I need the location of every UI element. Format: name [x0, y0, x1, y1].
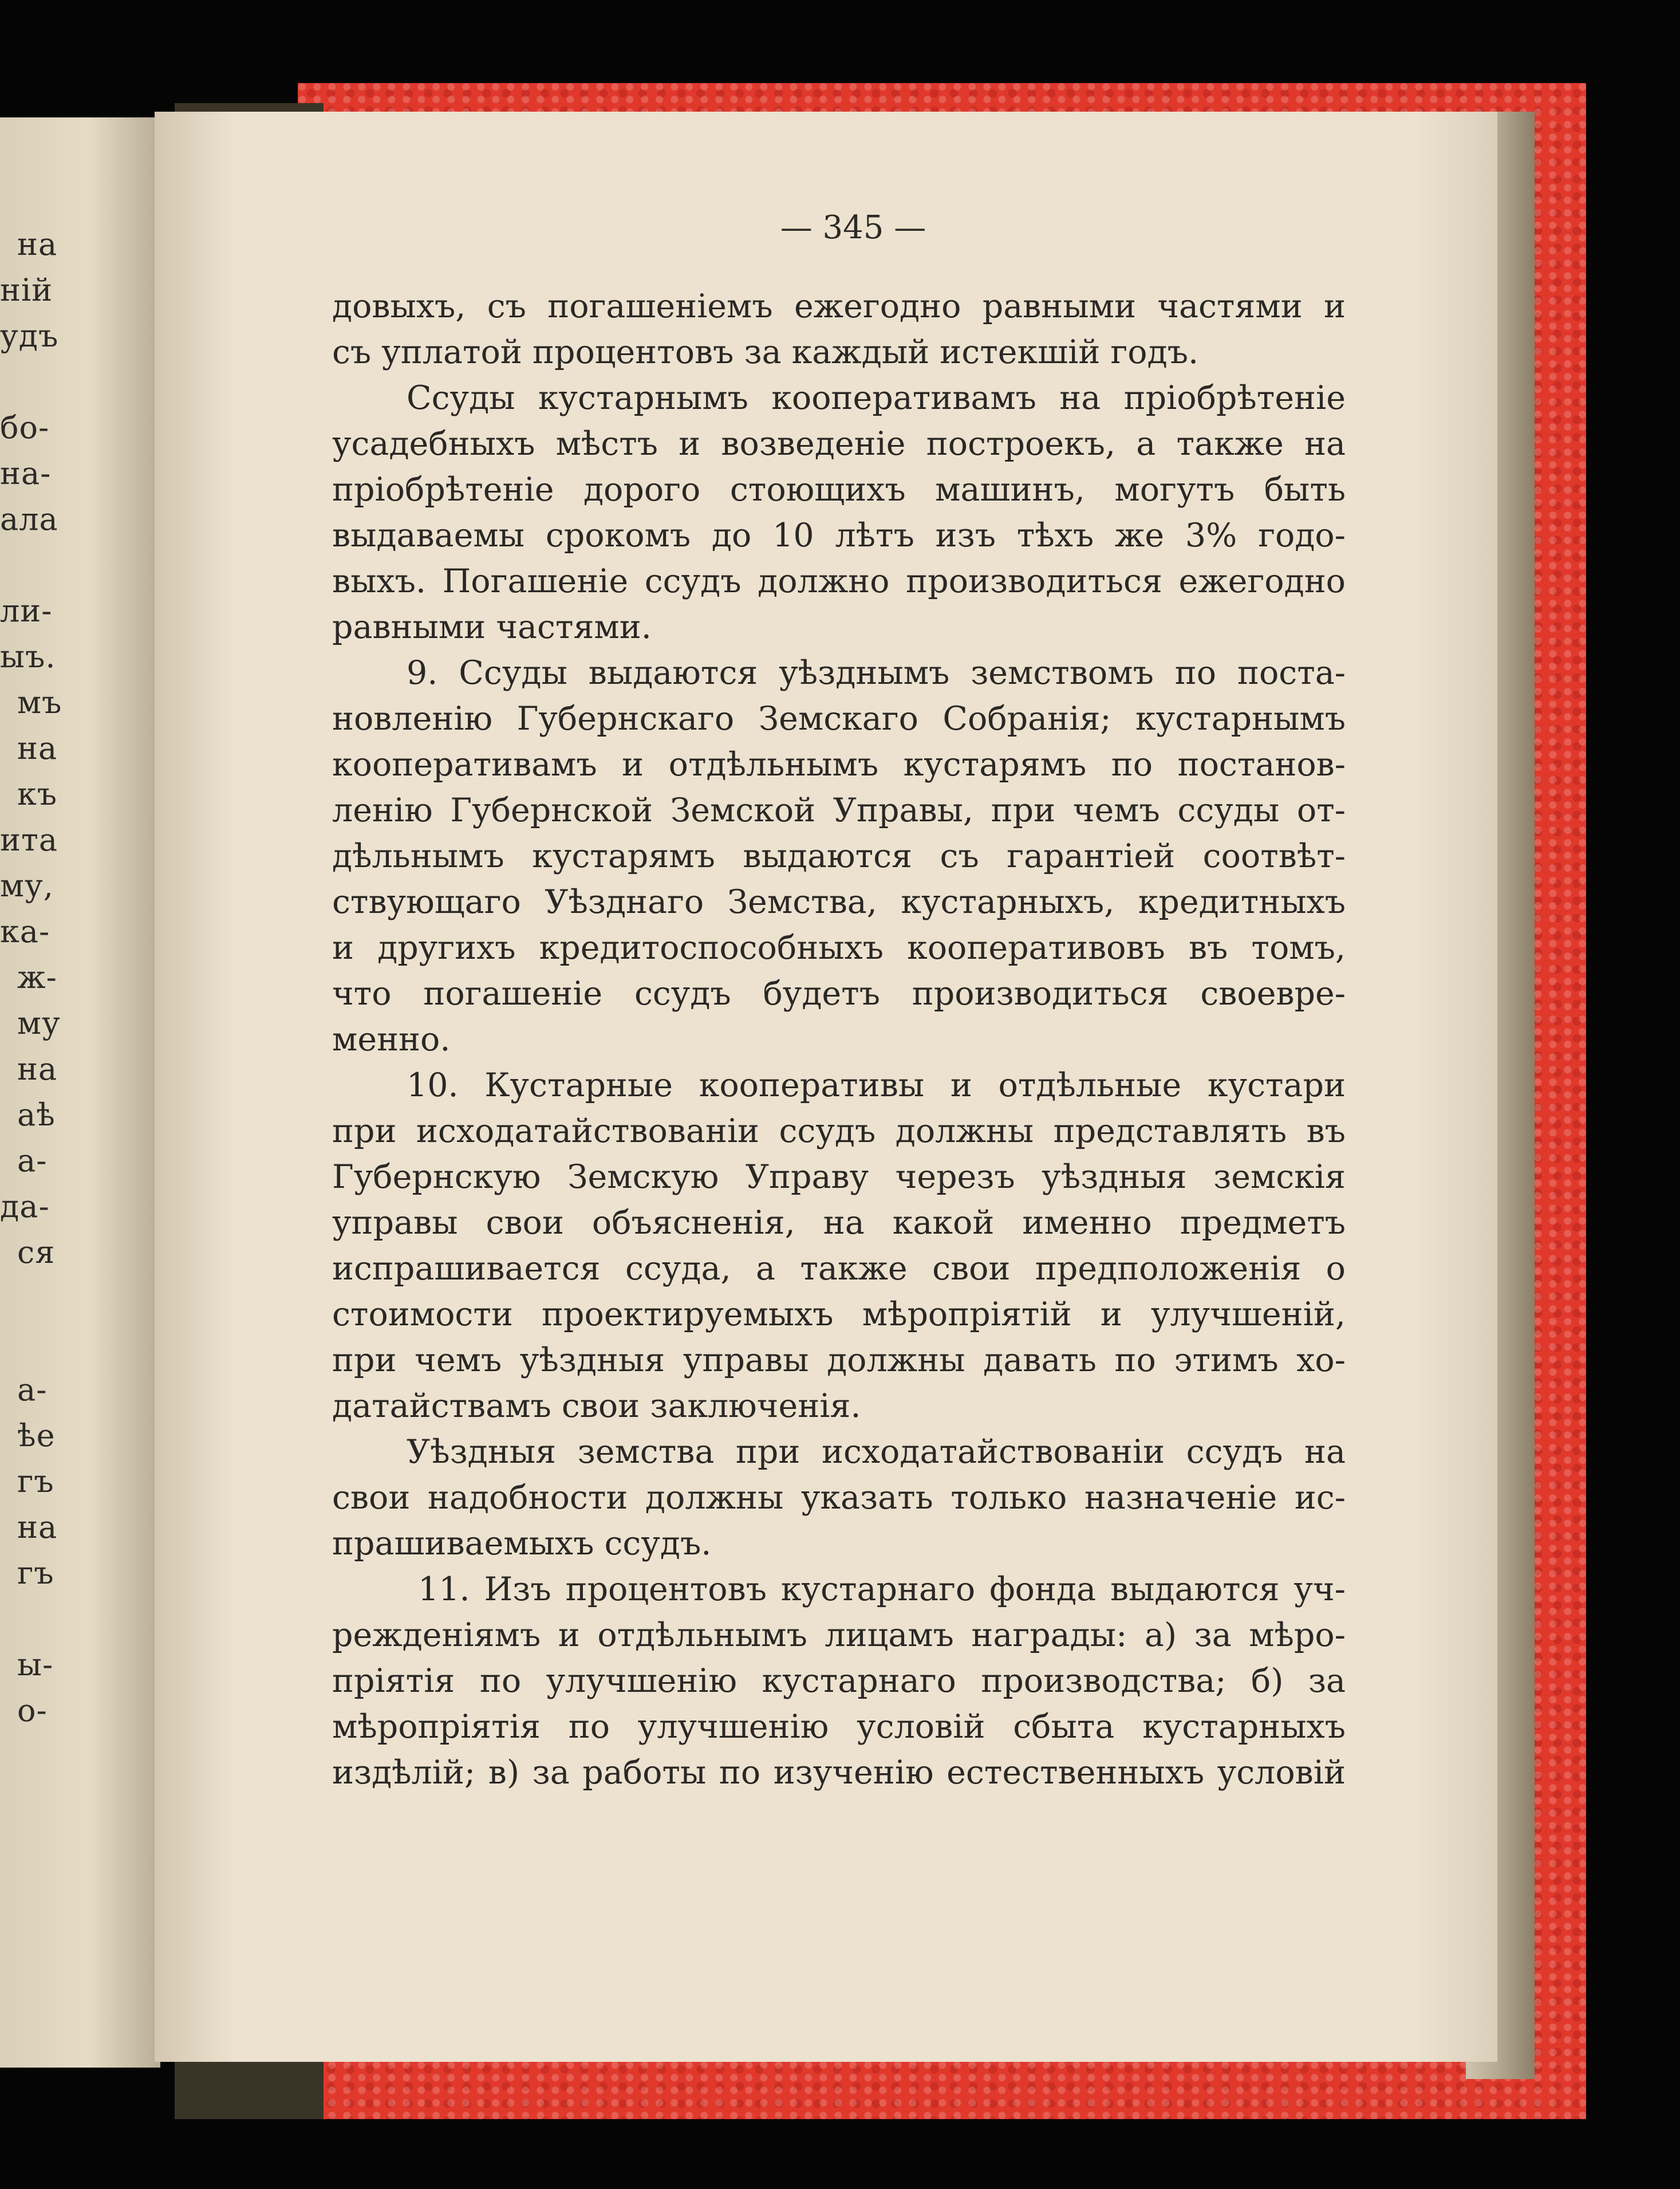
text-line: усадебныхъ мѣстъ и возведеніе построекъ, а также на	[332, 425, 1346, 463]
left-page-fragment: на	[17, 730, 58, 766]
text-line: 10. Кустарные кооперативы и отдѣльные кустари	[407, 1066, 1346, 1104]
text-line: 11. Изъ процентовъ кустарнаго фонда выдаются уч-	[418, 1570, 1346, 1608]
page-number: — 345 —	[780, 209, 926, 246]
text-line: Уѣздныя земства при исходатайствованіи ссудъ на	[407, 1433, 1346, 1471]
text-line: 9. Ссуды выдаются уѣзднымъ земствомъ по поста-	[407, 654, 1346, 692]
text-line: режденіямъ и отдѣльнымъ лицамъ награды: а) за мѣро-	[332, 1616, 1346, 1654]
left-page-fragment: ж-	[17, 959, 57, 995]
left-page-fragment: ній	[0, 272, 53, 308]
left-page-fragment: удъ	[0, 318, 59, 354]
text-line: управы свои объясненія, на какой именно предметъ	[332, 1204, 1346, 1242]
left-page-fragment: ся	[17, 1234, 56, 1270]
left-page-fragment: ка-	[0, 914, 50, 950]
left-page-fragment: аѣ	[17, 1097, 56, 1133]
left-page-fragment: ыъ.	[0, 639, 56, 675]
left-page-fragment: бо-	[0, 410, 50, 446]
text-line: новленію Губернскаго Земскаго Собранія; кустарнымъ	[332, 700, 1346, 738]
text-line: пріобрѣтеніе дорого стоющихъ машинъ, могутъ быть	[332, 471, 1346, 509]
text-line: при исходатайствованіи ссудъ должны представлять въ	[332, 1112, 1346, 1150]
text-line: что погашеніе ссудъ будетъ производиться своевре-	[332, 975, 1346, 1013]
text-line: менно.	[332, 1021, 451, 1058]
text-line: свои надобности должны указать только назначеніе ис-	[332, 1479, 1346, 1517]
left-page-fragment: мъ	[17, 684, 62, 721]
page-text	[332, 284, 1346, 1796]
left-page-fragment: гъ	[17, 1555, 54, 1591]
text-line: Ссуды кустарнымъ кооперативамъ на пріобрѣтеніе	[407, 379, 1346, 417]
text-line: датайствамъ свои заключенія.	[332, 1387, 861, 1425]
text-line: дѣльнымъ кустарямъ выдаются съ гарантіей соотвѣт-	[332, 837, 1346, 875]
left-page-fragment: гъ	[17, 1463, 54, 1499]
text-line: выхъ. Погашеніе ссудъ должно производиться ежегодно	[332, 562, 1346, 600]
text-line: съ уплатой процентовъ за каждый истекшій годъ.	[332, 333, 1199, 371]
left-page-fragment: му	[17, 1005, 61, 1041]
text-line: равными частями.	[332, 608, 652, 646]
left-page-fragment: да-	[0, 1188, 50, 1225]
right-page	[155, 112, 1497, 2062]
text-line: Губернскую Земскую Управу черезъ уѣздныя земскія	[332, 1158, 1346, 1196]
left-page-fragment: о-	[17, 1692, 48, 1729]
left-page	[0, 117, 160, 2068]
text-line: при чемъ уѣздныя управы должны давать по этимъ хо-	[332, 1341, 1346, 1379]
text-line: испрашивается ссуда, а также свои предположенія о	[332, 1250, 1346, 1288]
left-page-fragment: ала	[0, 501, 58, 537]
text-line: издѣлій; в) за работы по изученію естественныхъ условій	[332, 1754, 1346, 1792]
text-line: кооперативамъ и отдѣльнымъ кустарямъ по постанов-	[332, 746, 1346, 784]
left-page-fragment: ита	[0, 822, 58, 858]
text-line: довыхъ, съ погашеніемъ ежегодно равными частями и	[332, 288, 1346, 325]
left-page-fragment: на-	[0, 455, 52, 491]
text-line: мѣропріятія по улучшенію условій сбыта кустарныхъ	[332, 1708, 1346, 1746]
text-line: ленію Губернской Земской Управы, при чемъ ссуды от-	[332, 792, 1346, 829]
left-page-fragment: ли-	[0, 593, 53, 629]
text-line: пріятія по улучшенію кустарнаго производства; б) за	[332, 1662, 1346, 1700]
left-page-fragment: му,	[0, 868, 54, 904]
text-line: и другихъ кредитоспособныхъ кооперативовъ въ томъ,	[332, 929, 1346, 967]
text-line: ствующаго Уѣзднаго Земства, кустарныхъ, кредитныхъ	[332, 883, 1346, 921]
text-line: прашиваемыхъ ссудъ.	[332, 1525, 712, 1562]
left-page-fragment: а-	[17, 1143, 48, 1179]
left-page-fragment: а-	[17, 1372, 48, 1408]
left-page-fragment: ы-	[17, 1647, 54, 1683]
left-page-fragment: ѣе	[17, 1418, 56, 1454]
left-page-fragment: къ	[17, 776, 58, 812]
left-page-fragment: на	[17, 1509, 58, 1545]
text-line: выдаваемы срокомъ до 10 лѣтъ изъ тѣхъ же 3% годо-	[332, 517, 1346, 554]
left-page-fragment: на	[17, 1051, 58, 1087]
left-page-fragment: на	[17, 226, 58, 262]
text-line: стоимости проектируемыхъ мѣропріятій и улучшеній,	[332, 1296, 1346, 1333]
